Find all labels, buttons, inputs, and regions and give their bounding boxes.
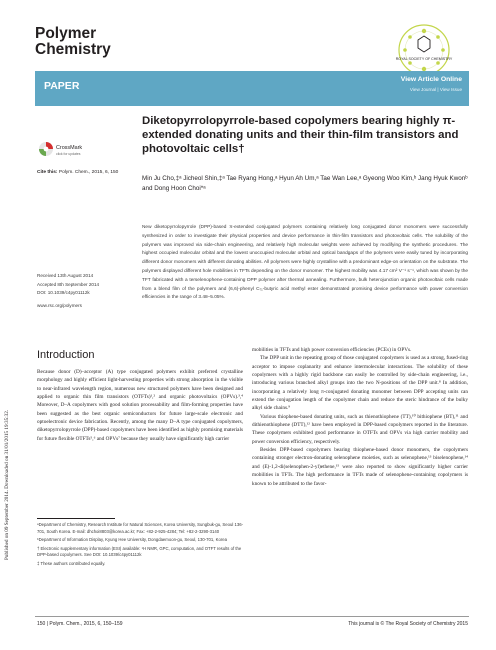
body-column-right [252, 346, 468, 488]
accepted-date: Accepted 8th September 2014 [37, 281, 100, 287]
crossmark-sub: click for updates [56, 152, 81, 156]
doi-link[interactable]: DOI: 10.1039/c4py01112k [37, 290, 90, 296]
side-note-text: Published on 09 September 2014. Downloaded on 31/01/2015 19:35:32. [4, 409, 10, 560]
journal-title[interactable] [35, 26, 111, 58]
footer-page-citation: 150 | Polym. Chem., 2015, 6, 150–159 [37, 621, 123, 627]
footnote-equal-contribution: ‡ These authors contributed equally. [37, 560, 106, 566]
article-dates [37, 272, 137, 310]
side-publication-note [2, 140, 12, 560]
footer-copyright: This journal is © The Royal Society of Chemistry 2015 [348, 621, 468, 627]
body-paragraph: mobilities in TFTs and high power conversion efficiencies (PCEs) in OPVs. [252, 347, 412, 353]
rsc-logo-text: ROYAL SOCIETY OF CHEMISTRY [395, 57, 453, 61]
crossmark-icon [39, 142, 53, 156]
journal-url[interactable]: www.rsc.org/polymers [37, 302, 82, 308]
crossmark-label: CrossMark [56, 145, 83, 151]
body-column-left [37, 368, 243, 443]
crossmark-badge[interactable] [38, 140, 98, 160]
article-type-label: PAPER [44, 80, 80, 92]
footnotes [37, 522, 243, 570]
body-paragraph: Besides DPP-based copolymers bearing thiophene-based donor monomers, the copolymers containing stronger electron-donating selenophene moieties, such as selenophene,¹³ biselenophene,¹⁴ and (E)-1,2-di(selenophen-2-yl)ethene,¹⁵ were also reported to show significantly higher carrier mobilities in TFTs. The high performance in TFTs made of selenophene-containing copolymers is known to be attributed to the favor- [252, 447, 468, 487]
abstract: New diketopyrrolopyrrole (DPP)-based π-extended conjugated polymers containing relatively long conjugated donor monomers were successfully synthesized in order to investigate their physical properties and device performance in thin-film transistors and photovoltaic cells. The solubility of the polymers was improved via side-chain engineering, and relatively high molecular weights were achieved by modifying the synthetic procedures. The highest occupied molecular orbital and the lowest unoccupied molecular orbital and optical bandgaps of the polymers were easily tuned by incorporating different donor monomers with different donating abilities. All polymers were highly crystalline with a predominant edge-on orientation on the substrate. The polymers displayed different hole mobilities in TFTs depending on the donor monomer. The highest mobility was 4.17 cm² V⁻¹ s⁻¹, which was shown by the TFT fabricated with a terselenophene-containing DPP polymer after thermal annealing. Furthermore, bulk heterojunction organic photovoltaic cells made from a blend film of the polymers and (6,6)-phenyl C₇₁-butyric acid methyl ester demonstrated promising device performance with power conversion efficiencies in the range of 3.48–5.05%. [142, 225, 468, 301]
author-list: Min Ju Cho,‡ᵃ Jicheol Shin,‡ᵃ Tae Ryang Hong,ᵃ Hyun Ah Um,ᵃ Tae Wan Lee,ᵃ Gyeong Woo Kim,ᵇ Jang Hyuk Kwonᵇ and Dong Hoon Choi*ᵃ [142, 175, 468, 192]
received-date: Received 13th August 2014 [37, 273, 94, 278]
footnote-affiliation-b: ᵇDepartment of Information Display, Kyung Hee University, Dongdaemoon-gu, Seoul, 130-701, Korea [37, 537, 227, 543]
body-paragraph: Various thiophene-based donating units, such as thienothiophene (TT),¹⁰ bithiophene (BT),¹¹ and dithienothiophene (DTT),¹² have been employed in DPP-based copolymers reported in the literature. These copolymers exhibited good performance in OTFTs and OPVs via high carrier mobility and power conversion efficiency, respectively. [252, 413, 468, 445]
view-journal-issue-links[interactable]: View Journal | View Issue [409, 87, 462, 92]
citation-line [37, 170, 118, 175]
footnote-affiliation-a: ᵃDepartment of Chemistry, Research Institute for Natural Sciences, Korea University, Sungbuk-gu, Seoul 136-701, South Korea. E-mail: dhchoi8803@korea.ac.kr; Fax: +82-2-925-4284; Tel: +82-2-3290-3140 [37, 522, 243, 534]
journal-title-line2: Chemistry [35, 41, 111, 58]
body-paragraph: The DPP unit in the repeating group of those conjugated copolymers is used as a strong, fused-ring acceptor to impose coplanarity and enhance intermolecular interactions. The solubility of these copolymers with a highly rigid backbone can easily be controlled by side-chain engineering, i.e., introducing various branched alkyl groups into the two N-positions of the DPP unit.⁸ In addition, incorporating a relatively long π-conjugated donating monomer between DPP accepting units can extend the conjugation length of the copolymer chain and reduce the steric hindrance of the bulky alkyl side chains.⁹ [252, 355, 468, 412]
citation-text: Polym. Chem., 2015, 6, 150 [58, 170, 119, 175]
view-article-online-link[interactable]: View Article Online [400, 76, 462, 83]
paper-title: Diketopyrrolopyrrole-based copolymers bearing highly π-extended donating units and their thin-film transistors and photovoltaic cells† [142, 115, 459, 155]
body-paragraph: Because donor (D)–acceptor (A) type conjugated polymers exhibit preferred crystalline morphology and highly efficient light-harvesting properties with strong absorption in the visible to near-infrared wavelength region, numerous new structured polymers have been designed and applied to organic thin film transistors (OTFTs)¹,² and organic photovoltaics (OPVs).³,⁴ Moreover, D–A copolymers with good solution processability and film-forming properties have been suggested as the best organic semiconductors for future large-scale electronic and optoelectronic device fabrication. Recently, among the many D–A type conjugated copolymers, diketopyrrolopyrrole (DPP)-based copolymers have been identified as highly promising materials for future flexible OTFTs⁵,⁶ and OPVs⁷ because they usually have significantly high carrier [37, 369, 243, 442]
footnote-esi: † Electronic supplementary information (ESI) available: ¹H NMR, GPC, computation, and OTFT results of the DPP-based copolymers. See DOI: 10.1039/c4py01112k [37, 545, 242, 558]
journal-title-line1: Polymer [35, 25, 97, 42]
rsc-logo[interactable] [393, 22, 455, 78]
section-heading-introduction: Introduction [37, 349, 95, 361]
footer-divider [35, 616, 469, 617]
footnote-divider [37, 518, 115, 519]
citation-prefix: Cite this: [37, 170, 58, 175]
